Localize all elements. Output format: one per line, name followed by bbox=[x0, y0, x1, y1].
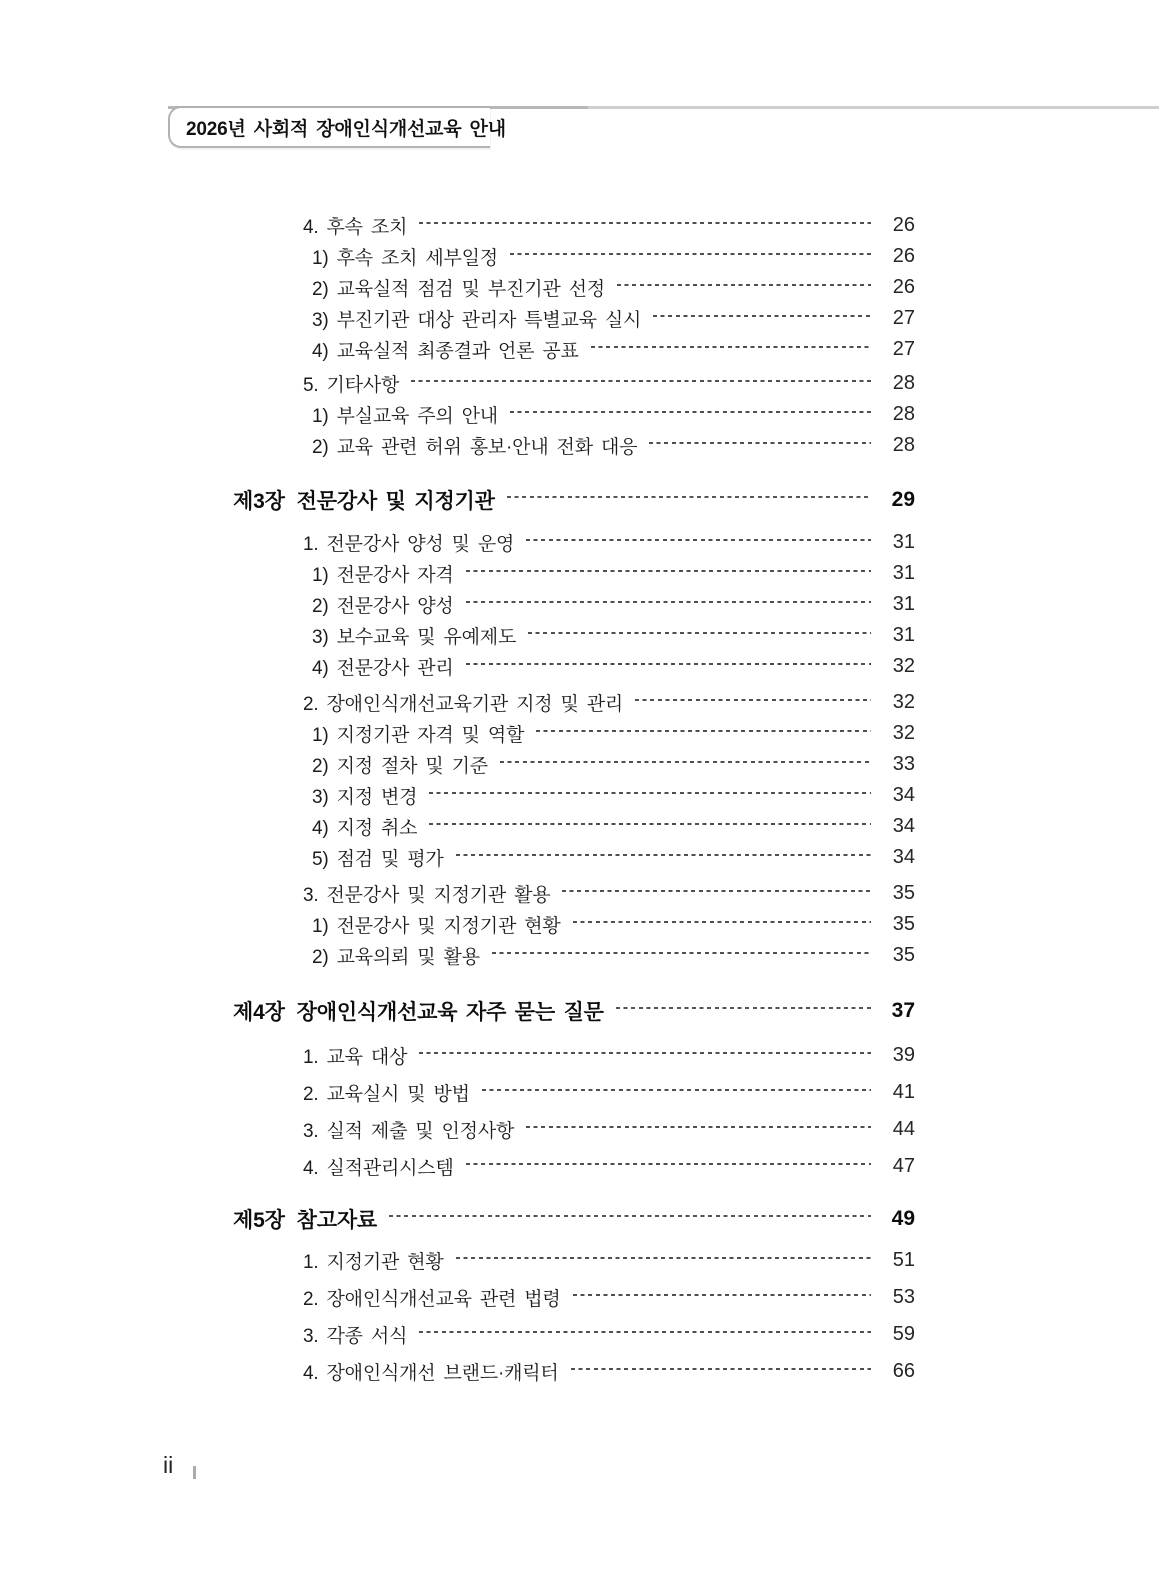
toc-page-number: 31 bbox=[892, 562, 915, 584]
toc-entry bbox=[233, 1111, 915, 1148]
toc-page-number: 31 bbox=[892, 531, 915, 553]
toc-entry-label: 2) 교육의뢰 및 활용 bbox=[312, 947, 480, 968]
toc-entry bbox=[233, 940, 915, 971]
toc-entry-label: 1) 부실교육 주의 안내 bbox=[312, 406, 498, 427]
toc-entry bbox=[233, 272, 915, 303]
dotted-leader bbox=[617, 284, 871, 286]
toc-page-number: 37 bbox=[891, 999, 915, 1022]
toc-page-number: 59 bbox=[892, 1323, 915, 1345]
toc-entry bbox=[233, 1353, 915, 1390]
toc-page-number: 32 bbox=[892, 691, 915, 713]
toc-entry-label: 4) 지정 취소 bbox=[312, 818, 418, 839]
toc-entry bbox=[233, 241, 915, 272]
dotted-leader bbox=[507, 496, 871, 498]
toc-entry bbox=[233, 558, 915, 589]
toc-entry bbox=[233, 811, 915, 842]
toc-page-number: 31 bbox=[892, 624, 915, 646]
dotted-leader bbox=[616, 1007, 871, 1009]
dotted-leader bbox=[466, 570, 871, 572]
dotted-leader bbox=[389, 1215, 871, 1217]
toc-group bbox=[233, 482, 915, 971]
toc-page-number: 26 bbox=[892, 214, 915, 236]
toc-entry bbox=[233, 1037, 915, 1074]
toc-group bbox=[233, 993, 915, 1185]
toc-page-number: 26 bbox=[892, 245, 915, 267]
toc-entry-label: 1) 전문강사 및 지정기관 현황 bbox=[312, 916, 561, 937]
dotted-leader bbox=[482, 1089, 871, 1091]
toc-page-number: 47 bbox=[892, 1155, 915, 1177]
dotted-leader bbox=[510, 253, 871, 255]
dotted-leader bbox=[510, 411, 871, 413]
toc-entry-label: 3. 각종 서식 bbox=[303, 1326, 408, 1347]
toc-chapter-number: 제3장 bbox=[233, 490, 285, 513]
toc-entry-label: 1. 지정기관 현황 bbox=[303, 1252, 444, 1273]
toc-entry bbox=[233, 1148, 915, 1185]
document-title: 2026년 사회적 장애인식개선교육 안내 bbox=[186, 118, 506, 140]
document-title-box bbox=[168, 106, 506, 148]
toc-chapter-number: 제4장 bbox=[233, 1001, 285, 1024]
toc-page-number: 39 bbox=[892, 1044, 915, 1066]
toc-entry bbox=[233, 1074, 915, 1111]
toc-entry bbox=[233, 210, 915, 241]
footer-page-number: ii bbox=[163, 1452, 174, 1478]
toc-page-number: 66 bbox=[892, 1360, 915, 1382]
toc-page-number: 26 bbox=[892, 276, 915, 298]
toc-entry bbox=[233, 303, 915, 334]
dotted-leader bbox=[411, 380, 871, 382]
toc-page-number: 28 bbox=[892, 403, 915, 425]
toc-page-number: 31 bbox=[892, 593, 915, 615]
toc-entry bbox=[233, 527, 915, 558]
toc-entry-label: 4. 후속 조치 bbox=[303, 217, 408, 238]
toc-entry bbox=[233, 651, 915, 682]
dotted-leader bbox=[419, 1331, 871, 1333]
dotted-leader bbox=[456, 1257, 871, 1259]
toc-page-number: 32 bbox=[892, 655, 915, 677]
toc-chapter-entry bbox=[233, 993, 915, 1029]
toc-chapter-entry bbox=[233, 482, 915, 518]
dotted-leader bbox=[456, 854, 871, 856]
dotted-leader bbox=[419, 222, 871, 224]
toc-page-number: 28 bbox=[892, 434, 915, 456]
toc-page-number: 34 bbox=[892, 815, 915, 837]
toc-entry-label: 4) 교육실적 최종결과 언론 공표 bbox=[312, 341, 579, 362]
toc-entry bbox=[233, 878, 915, 909]
toc-entry bbox=[233, 334, 915, 365]
toc-page-number: 35 bbox=[892, 944, 915, 966]
dotted-leader bbox=[528, 632, 871, 634]
dotted-leader bbox=[573, 1294, 871, 1296]
toc-page-number: 51 bbox=[892, 1249, 915, 1271]
toc-entry-label: 4) 전문강사 관리 bbox=[312, 658, 454, 679]
toc-chapter-entry bbox=[233, 1201, 915, 1237]
toc-page-number: 35 bbox=[892, 882, 915, 904]
toc-entry-label: 2) 교육실적 점검 및 부진기관 선정 bbox=[312, 279, 605, 300]
toc-page-number: 49 bbox=[891, 1207, 915, 1230]
dotted-leader bbox=[526, 1126, 871, 1128]
toc-page-number: 27 bbox=[892, 307, 915, 329]
toc-entry-label: 3) 지정 변경 bbox=[312, 787, 418, 808]
toc-page-number: 28 bbox=[892, 372, 915, 394]
toc-entry bbox=[233, 718, 915, 749]
toc-entry bbox=[233, 1242, 915, 1279]
toc-entry bbox=[233, 842, 915, 873]
toc-entry-label: 1) 전문강사 자격 bbox=[312, 565, 454, 586]
dotted-leader bbox=[653, 315, 871, 317]
toc-group bbox=[233, 368, 915, 461]
dotted-leader bbox=[649, 442, 871, 444]
toc-entry-label: 2. 장애인식개선교육기관 지정 및 관리 bbox=[303, 694, 624, 715]
toc-entry-label: 1. 교육 대상 bbox=[303, 1047, 408, 1068]
dotted-leader bbox=[536, 730, 871, 732]
table-of-contents bbox=[233, 210, 915, 1390]
toc-page-number: 32 bbox=[892, 722, 915, 744]
toc-entry-label: 1. 전문강사 양성 및 운영 bbox=[303, 534, 515, 555]
toc-entry-label: 5. 기타사항 bbox=[303, 375, 400, 396]
toc-page-number: 53 bbox=[892, 1286, 915, 1308]
toc-entry-label: 2) 지정 절차 및 기준 bbox=[312, 756, 488, 777]
toc-entry-label: 3. 전문강사 및 지정기관 활용 bbox=[303, 885, 551, 906]
dotted-leader bbox=[573, 921, 871, 923]
dotted-leader bbox=[591, 346, 871, 348]
toc-entry-label: 2) 전문강사 양성 bbox=[312, 596, 454, 617]
dotted-leader bbox=[635, 699, 871, 701]
dotted-leader bbox=[466, 663, 871, 665]
toc-page-number: 44 bbox=[892, 1118, 915, 1140]
toc-chapter-title: 전문강사 및 지정기관 bbox=[296, 490, 495, 513]
toc-entry-label: 3. 실적 제출 및 인정사항 bbox=[303, 1121, 515, 1142]
toc-page-number: 41 bbox=[892, 1081, 915, 1103]
dotted-leader bbox=[526, 539, 871, 541]
toc-entry-label: 1) 후속 조치 세부일정 bbox=[312, 248, 498, 269]
toc-entry bbox=[233, 620, 915, 651]
toc-page-number: 29 bbox=[891, 488, 915, 511]
toc-chapter-title: 장애인식개선교육 자주 묻는 질문 bbox=[296, 1001, 604, 1024]
toc-entry bbox=[233, 1279, 915, 1316]
toc-chapter-title: 참고자료 bbox=[296, 1209, 377, 1232]
toc-page-number: 34 bbox=[892, 846, 915, 868]
dotted-leader bbox=[500, 761, 871, 763]
dotted-leader bbox=[419, 1052, 871, 1054]
toc-entry-label: 2. 장애인식개선교육 관련 법령 bbox=[303, 1289, 561, 1310]
dotted-leader bbox=[466, 1163, 871, 1165]
toc-page-number: 34 bbox=[892, 784, 915, 806]
toc-entry bbox=[233, 430, 915, 461]
toc-entry-label: 4. 실적관리시스템 bbox=[303, 1158, 454, 1179]
toc-entry-label: 5) 점검 및 평가 bbox=[312, 849, 444, 870]
toc-page-number: 35 bbox=[892, 913, 915, 935]
toc-entry bbox=[233, 780, 915, 811]
toc-entry bbox=[233, 1316, 915, 1353]
toc-entry-label: 2) 교육 관련 허위 홍보·안내 전화 대응 bbox=[312, 437, 638, 458]
footer-divider bbox=[193, 1466, 196, 1479]
toc-entry-label: 4. 장애인식개선 브랜드·캐릭터 bbox=[303, 1363, 559, 1384]
toc-chapter-number: 제5장 bbox=[233, 1209, 285, 1232]
toc-entry bbox=[233, 749, 915, 780]
toc-entry bbox=[233, 368, 915, 399]
dotted-leader bbox=[429, 823, 871, 825]
toc-entry bbox=[233, 399, 915, 430]
toc-entry-label: 3) 보수교육 및 유예제도 bbox=[312, 627, 517, 648]
toc-entry bbox=[233, 589, 915, 620]
dotted-leader bbox=[466, 601, 871, 603]
toc-group bbox=[233, 210, 915, 365]
toc-entry bbox=[233, 909, 915, 940]
dotted-leader bbox=[571, 1368, 871, 1370]
toc-entry-label: 1) 지정기관 자격 및 역할 bbox=[312, 725, 525, 746]
toc-entry-label: 2. 교육실시 및 방법 bbox=[303, 1084, 470, 1105]
toc-entry bbox=[233, 687, 915, 718]
dotted-leader bbox=[492, 952, 871, 954]
dotted-leader bbox=[562, 890, 871, 892]
toc-page-number: 27 bbox=[892, 338, 915, 360]
toc-page-number: 33 bbox=[892, 753, 915, 775]
toc-group bbox=[233, 1201, 915, 1390]
dotted-leader bbox=[429, 792, 871, 794]
toc-entry-label: 3) 부진기관 대상 관리자 특별교육 실시 bbox=[312, 310, 642, 331]
